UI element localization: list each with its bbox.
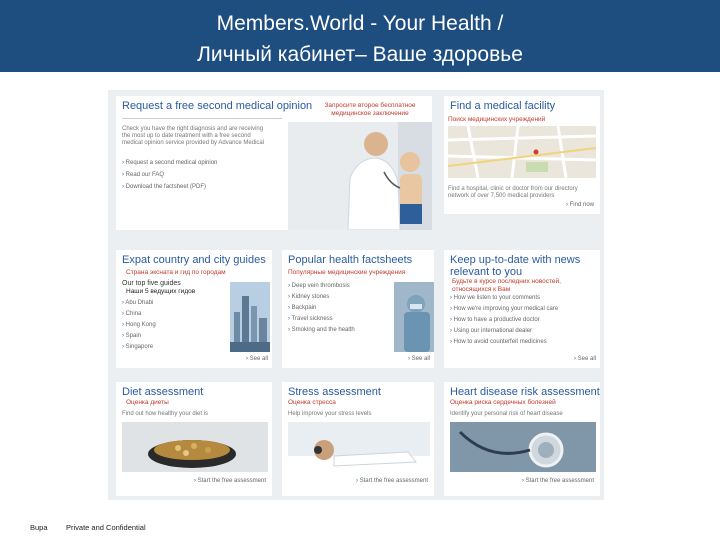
news-item[interactable]: › How we're improving your medical care [450, 306, 558, 313]
slide-header [0, 0, 720, 72]
panel-heart [444, 382, 600, 496]
heart-translation: Оценка риска сердечных болезней [450, 399, 556, 406]
factsheets-translation: Популярные медицинские учреждения [288, 269, 406, 276]
panel-country-guides [116, 250, 272, 368]
guide-item[interactable]: › Hong Kong [122, 322, 156, 329]
stress-start-link[interactable]: › Start the free assessment [356, 478, 428, 485]
medical-facility-translation: Поиск медицинских учреждений [448, 116, 546, 123]
second-opinion-link-request[interactable]: › Request a second medical opinion [122, 160, 217, 167]
factsheets-title[interactable]: Popular health factsheets [288, 254, 413, 266]
guide-item[interactable]: › Singapore [122, 344, 153, 351]
panel-stress [282, 382, 434, 496]
panel-second-opinion [116, 96, 432, 230]
country-guides-subtitle: Our top five guides [122, 280, 181, 287]
stress-title[interactable]: Stress assessment [288, 386, 381, 398]
panel-diet [116, 382, 272, 496]
city-skyline-photo [230, 282, 270, 352]
divider [122, 118, 282, 119]
news-item[interactable]: › How we listen to your comments [450, 295, 540, 302]
panel-news [444, 250, 600, 368]
footer-brand: Bupa [30, 523, 48, 532]
map-image[interactable] [448, 126, 596, 178]
country-guides-title[interactable]: Expat country and city guides [122, 254, 266, 266]
country-guides-subtitle-translation: Наши 5 ведущих гидов [126, 288, 196, 295]
country-guides-translation: Страна эксната и гид по городам [126, 269, 226, 276]
news-item[interactable]: › Using our international dealer [450, 328, 532, 335]
doctor-child-photo [288, 122, 432, 230]
find-now-link[interactable]: › Find now [566, 202, 594, 209]
factsheet-item[interactable]: › Smoking and the health [288, 327, 355, 334]
news-see-all[interactable]: › See all [574, 356, 596, 363]
factsheet-item[interactable]: › Deep vein thrombosis [288, 283, 350, 290]
footer-confidential: Private and Confidential [66, 523, 146, 532]
medical-facility-body: network of over 7,500 medical providers [448, 193, 555, 199]
slide-title-line1: Members.World - Your Health / [216, 12, 504, 35]
panel-medical-facility [444, 96, 600, 214]
guide-item[interactable]: › Spain [122, 333, 141, 340]
heart-start-link[interactable]: › Start the free assessment [522, 478, 594, 485]
news-item[interactable]: › How to avoid counterfeit medicines [450, 339, 547, 346]
second-opinion-title[interactable]: Request a free second medical opinion [122, 100, 313, 112]
slide-title-line2: Личный кабинет– Ваше здоровье [197, 43, 523, 66]
factsheets-see-all[interactable]: › See all [408, 356, 430, 363]
second-opinion-link-faq[interactable]: › Read our FAQ [122, 172, 164, 179]
factsheet-item[interactable]: › Travel sickness [288, 316, 333, 323]
diet-body: Find out how healthy your diet is [122, 411, 209, 417]
factsheet-item[interactable]: › Kidney stones [288, 294, 329, 301]
stress-body: Help improve your stress levels [288, 411, 372, 417]
news-title-line2[interactable]: relevant to you [450, 266, 523, 278]
relaxing-man-photo [288, 422, 430, 472]
stress-translation: Оценка стресса [288, 399, 336, 406]
medical-facility-body: Find a hospital, clinic or doctor from our directory [448, 186, 578, 192]
guide-item[interactable]: › Abu Dhabi [122, 300, 153, 307]
guide-item[interactable]: › China [122, 311, 141, 318]
diet-translation: Оценка диеты [126, 399, 169, 406]
heart-body: Identify your personal risk of heart disease [450, 411, 563, 417]
news-title[interactable]: Keep up-to-date with news [450, 254, 581, 266]
stethoscope-photo [450, 422, 596, 472]
country-guides-see-all[interactable]: › See all [246, 356, 268, 363]
medical-facility-title[interactable]: Find a medical facility [450, 100, 556, 112]
news-translation: Будьте в курсе последних новостей, относящихся к Вам [452, 278, 561, 293]
diet-start-link[interactable]: › Start the free assessment [194, 478, 266, 485]
panel-factsheets [282, 250, 434, 368]
nuts-bowl-photo [122, 422, 268, 472]
second-opinion-body: Check you have the right diagnosis and are receiving [122, 126, 264, 132]
news-item[interactable]: › How to have a productive doctor [450, 317, 540, 324]
second-opinion-translation: Запросите второе бесплатное медицинское заключение [324, 102, 416, 117]
surgeon-photo [394, 282, 434, 352]
second-opinion-body: the most up to date treatment with a free second [122, 133, 251, 139]
second-opinion-link-factsheet[interactable]: › Download the factsheet (PDF) [122, 184, 206, 191]
second-opinion-body: medical opinion service provided by Advance Medical [122, 140, 265, 146]
diet-title[interactable]: Diet assessment [122, 386, 204, 398]
factsheet-item[interactable]: › Backpain [288, 305, 316, 312]
heart-title[interactable]: Heart disease risk assessment [450, 386, 600, 398]
